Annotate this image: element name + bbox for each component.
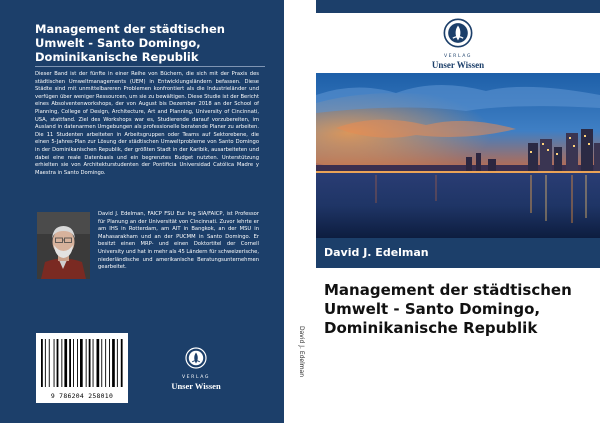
publisher-logo-icon (185, 347, 207, 369)
isbn-number: 9 786204 258010 (50, 392, 114, 400)
publisher-logo-icon (443, 18, 473, 48)
cover-photo-city-skyline (316, 73, 600, 238)
publisher-verlag-label: VERLAG (181, 375, 211, 380)
author-biography: David J. Edelman, FAICP FSU Eur Ing SIA/FAICP, ist Professor für Planung an der Universität von Cincinnati. Zuvor lehrte er am IHS in Rotterdam, am AIT in Bangkok, an der MSU in Mahasarakham und an der PUCMM in Santo Domingo. Er besitzt einen MRP- und einen Doktortitel der Cornell University und hat in mehr als 45 Ländern für schweizerische, niederländische und amerikanische Beratungsunternehmen gearbeitet. (98, 211, 260, 271)
barcode-icon (36, 333, 128, 391)
front-cover (316, 0, 600, 423)
back-cover-title: Management der städtischen Umwelt - Santo Domingo, Dominikanische Republik (35, 22, 225, 64)
front-author-name: David J. Edelman (324, 246, 429, 259)
author-band (316, 238, 600, 268)
publisher-name: Unser Wissen (171, 381, 221, 391)
publisher-name: Unser Wissen (431, 60, 485, 70)
city-skyline-image (316, 73, 600, 238)
author-portrait-icon (37, 212, 90, 279)
back-publisher-logo (160, 347, 232, 391)
front-publisher-logo (420, 18, 496, 70)
book-description: Dieser Band ist der fünfte in einer Reihe von Büchern, die sich mit der Praxis des städtischen Umweltmanagements (UEM) in Entwicklungsländern befassen. Diese Städte sind mit unmittelbareren Problemen konfrontiert als die Industrieländer und verfügen über weniger Ressourcen, um sie zu bewältigen. Diese Studie ist der Bericht eines Absolventenworkshops, der von August bis Dezember 2018 an der School of Planning, College of Design, Architecture, Art and Planning, University of Cincinnati, USA, stattfand. Ziel des Workshops war es, Studierende darauf vorzubereiten, im Ausland in datenarmen Umgebungen als professionelle beratende Planer zu arbeiten. Die 11 Studenten arbeiteten in Arbeitsgruppen oder Teams auf Sektorebene, die einen 5-Jahres-Plan zur Lösung der städtischen Umweltprobleme von Santo Domingo in der Dominikanischen Republik, der größten Stadt in der Karibik, ausarbeiteten und dabei eine reale Datenbasis und ein begrenztes Budget nutzten. Unterstützung erhielten sie von Architekturstudenten der Pontificia Universidad Católica Madre y Maestra in Santo Domingo. (35, 71, 259, 176)
spine (284, 0, 316, 423)
divider (35, 66, 265, 67)
back-cover (0, 0, 284, 423)
top-band (316, 0, 600, 13)
isbn-barcode (36, 333, 128, 403)
front-cover-title: Management der städtischen Umwelt - Santo Domingo, Dominikanische Republik (324, 281, 572, 337)
publisher-verlag-label: VERLAG (443, 54, 473, 59)
author-photo (37, 212, 90, 279)
spine-author: David J. Edelman (298, 326, 305, 378)
